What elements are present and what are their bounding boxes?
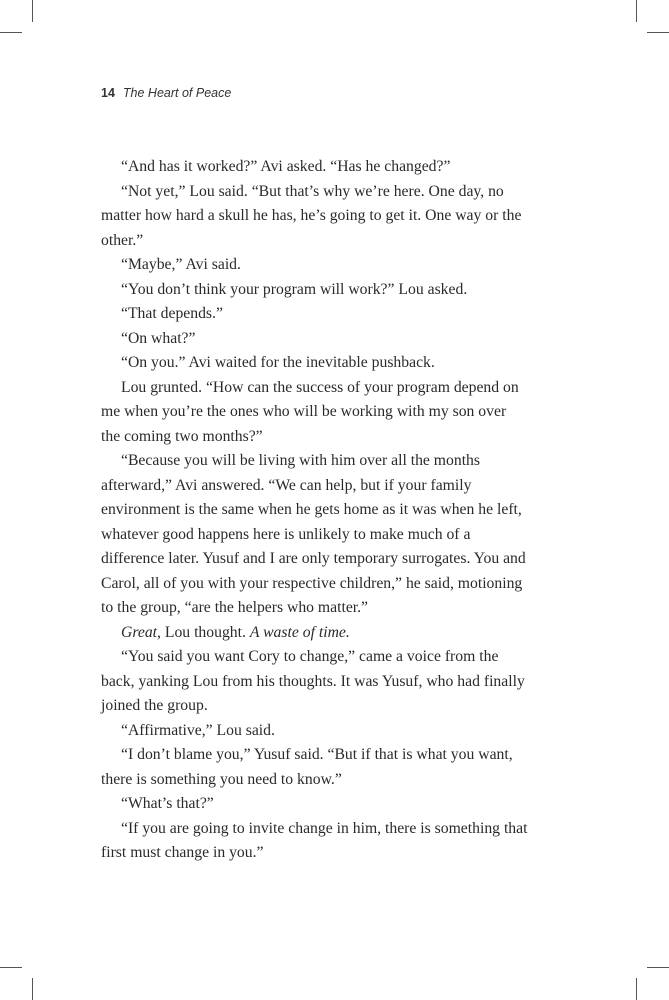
paragraph: “That depends.” [121,305,223,322]
italic-text: Great, [121,623,161,641]
crop-mark [32,0,33,22]
paragraph: “And has it worked?” Avi asked. “Has he changed?” [121,158,451,175]
paragraph: “If you are going to invite change in him, there is something that first must change in you.” [101,819,528,861]
plain-text: Lou thought. [160,623,250,641]
crop-mark [636,978,637,1000]
paragraph: Lou grunted. “How can the success of your program depend on me when you’re the ones who will be working with my son over the coming two months?” [101,378,519,445]
running-head [101,86,231,100]
body-text [101,155,528,866]
paragraph: “Not yet,” Lou said. “But that’s why we’re here. One day, no matter how hard a skull he has, he’s going to get it. One way or the other.” [101,182,522,249]
paragraph: “Maybe,” Avi said. [121,256,241,273]
crop-mark [647,32,669,33]
crop-mark [647,967,669,968]
paragraph: “You said you want Cory to change,” came a voice from the back, yanking Lou from his thoughts. It was Yusuf, who had finally joined the group. [101,648,525,714]
paragraph: “On what?” [121,329,196,347]
crop-mark [32,978,33,1000]
paragraph: “On you.” Avi waited for the inevitable pushback. [121,354,435,371]
crop-mark [636,0,637,22]
paragraph: “What’s that?” [121,795,214,812]
paragraph: “Because you will be living with him over all the months afterward,” Avi answered. “We can help, but if your family environment is the same when he gets home as it was when he left, whatever good happens here is unlikely to make much of a difference later. Yusuf and I are only temporary surrogates. You and Carol, all of you with your respective children,” he said, motioning to the group, “are the helpers who matter.” [101,452,526,616]
book-title: The Heart of Peace [122,86,232,100]
italic-text: A waste of time. [249,623,350,641]
page-number: 14 [101,86,115,100]
crop-mark [0,32,22,33]
crop-mark [0,967,22,968]
paragraph: “You don’t think your program will work?” Lou asked. [121,280,468,298]
paragraph: “Affirmative,” Lou said. [121,721,275,739]
paragraph: “I don’t blame you,” Yusuf said. “But if that is what you want, there is something you need to know.” [101,746,513,788]
paragraph [101,621,528,646]
